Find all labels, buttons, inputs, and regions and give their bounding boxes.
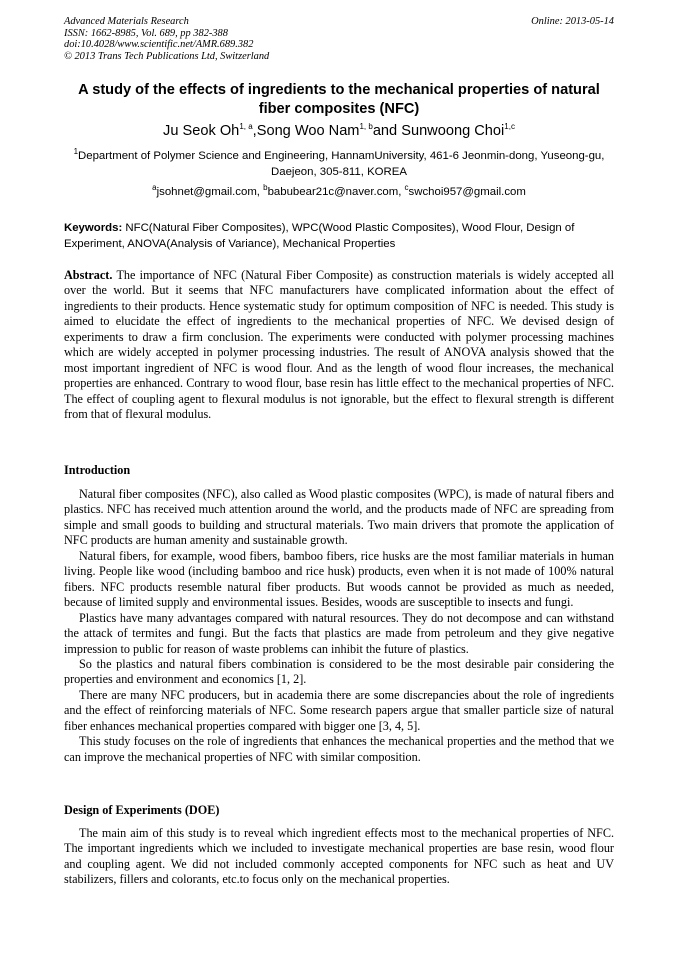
affiliation-mark: 1 xyxy=(73,147,79,157)
paragraph: Natural fibers, for example, wood fibers, bamboo fibers, rice husks are the most familiar materials in human living. People like wood (including bamboo and rice husk) products, even when it is not made of 100% natural fibers. NFC products resemble natural fiber products. But woods cannot be provided as much as needed, because of limited supply and environmental issues. Besides, woods are susceptible to insects and fungi. xyxy=(64,548,614,610)
affiliation-text: Department of Polymer Science and Engineering, HannamUniversity, 461-6 Jeonmin-dong, Yuseong-gu, Daejeon, 305-811, KOREA xyxy=(78,150,605,178)
abstract xyxy=(64,268,614,423)
author-name: Song Woo Nam xyxy=(256,123,360,139)
copyright-line: © 2013 Trans Tech Publications Ltd, Switzerland xyxy=(64,50,270,62)
email-mark: c xyxy=(404,183,409,193)
paragraph: Natural fiber composites (NFC), also called as Wood plastic composites (WPC), is made of natural fibers and plastics. NFC has received much attention around the world, and the products made of NFC are spreading from simple and small goods to building and structural materials. Two main drivers that promote the application of NFC products are human amenity and sustainable growth. xyxy=(64,487,614,548)
introduction-body xyxy=(64,487,614,765)
paragraph: Plastics have many advantages compared with natural resources. They do not decompose and can withstand the attack of termites and fungi. But the facts that plastics are made from petroleum and they give negative impression to public for reason of waste problems can inhibit the future of plastics. xyxy=(64,610,614,656)
paragraph: There are many NFC producers, but in academia there are some discrepancies about the role of ingredients and the effect of reinforcing materials of NFC. Some research papers argue that smaller particle size of natural fiber enhances mechanical properties compared with bigger one [3, 4, 5]. xyxy=(64,687,614,733)
email-address: babubear21c@naver.com, xyxy=(267,186,405,198)
abstract-label: Abstract. xyxy=(64,268,113,282)
online-date: Online: 2013-05-14 xyxy=(531,16,614,27)
author-name: Ju Seok Oh xyxy=(163,123,240,139)
section-heading-introduction: Introduction xyxy=(64,463,131,477)
paragraph: So the plastics and natural fibers combination is considered to be the most desirable pair considering the properties and environment and economics [1, 2]. xyxy=(64,656,614,687)
doi-line: doi:10.4028/www.scientific.net/AMR.689.382 xyxy=(64,39,254,51)
author-affil-mark: 1,c xyxy=(504,122,515,132)
keywords-text: NFC(Natural Fiber Composites), WPC(Wood Plastic Composites), Wood Flour, Design of Experiment, ANOVA(Analysis of Variance), Mechanical Properties xyxy=(64,222,575,250)
email-address: swchoi957@gmail.com xyxy=(408,186,526,198)
section-heading-doe: Design of Experiments (DOE) xyxy=(64,803,220,817)
author-emails xyxy=(64,185,614,200)
author-affil-mark: 1, b xyxy=(359,122,373,132)
paragraph: This study focuses on the role of ingredients that enhances the mechanical properties and the method that we can improve the mechanical properties of NFC with similar composition. xyxy=(64,734,614,764)
author-list xyxy=(64,122,614,140)
running-header xyxy=(64,16,269,62)
issn-line: ISSN: 1662-8985, Vol. 689, pp 382-388 xyxy=(64,27,228,39)
email-mark: b xyxy=(263,183,268,193)
paper-title: A study of the effects of ingredients to the mechanical properties of natural fiber composites (NFC) xyxy=(78,82,600,117)
author-separator: , xyxy=(252,123,257,139)
email-mark: a xyxy=(152,183,157,193)
author-name: Sunwoong Choi xyxy=(401,123,505,139)
abstract-text: The importance of NFC (Natural Fiber Composite) as construction materials is widely accepted all over the world. But it seems that NFC manufacturers have complicated information about the effect of ingredients to their products. Hence systematic study for optimum composition of NFC is needed. This study is aimed to elucidate the effect of ingredients to the mechanical properties of NFC. We devised design of experiments to draw a firm conclusion. The experiments were conducted with polymer processing machines which are widely accepted in polymer processing industries. The result of ANOVA analysis showed that the most important ingredient of NFC is wood flour. And as the length of wood flour increases, the mechanical properties are enhanced. Contrary to wood flour, base resin has little effect to the mechanical properties of NFC. The effect of coupling agent to flexural modulus is not ignorable, but the effect to flexural strength is different from that of flexural modulus. xyxy=(64,268,614,422)
keywords xyxy=(64,221,614,252)
journal-name: Advanced Materials Research xyxy=(64,16,189,27)
paragraph: The main aim of this study is to reveal which ingredient effects most to the mechanical properties of NFC. The important ingredients which we included to investigate mechanical properties are base resin, wood flour and coupling agent. We did not included commonly accepted components for NFC such as heat and UV stabilizers, fillers and colorants, etc.to focus only on the mechanical properties. xyxy=(64,826,614,887)
affiliation xyxy=(64,149,614,180)
keywords-label: Keywords: xyxy=(64,222,123,234)
doe-body xyxy=(64,826,614,888)
author-affil-mark: 1, a xyxy=(239,122,253,132)
email-address: jsohnet@gmail.com, xyxy=(156,186,264,198)
author-conjunction: and xyxy=(372,123,402,139)
